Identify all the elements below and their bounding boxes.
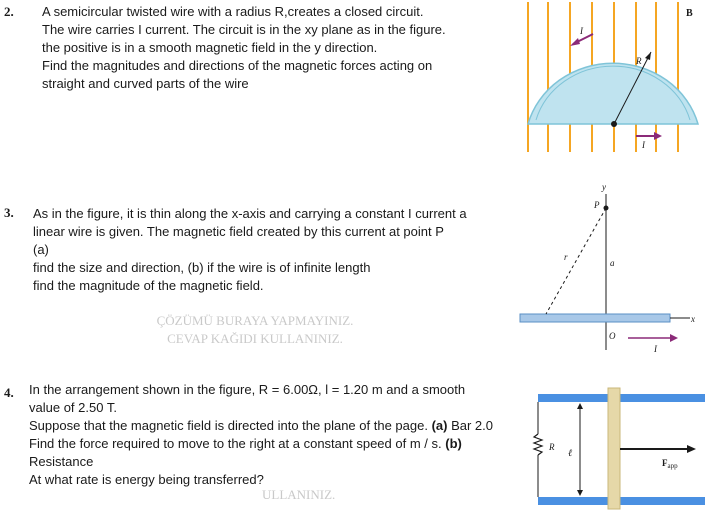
y-label: y — [602, 182, 606, 192]
q4-text-part-1: In the arrangement shown in the figure, R = 6.00Ω, l = 1.20 m and a smooth value of 2.50 T. Suppose that the magnetic field is directed into the plane of the page. — [29, 382, 466, 433]
q4-part-a-marker: (a) — [431, 418, 448, 433]
radius-label: R — [636, 56, 642, 66]
point-p — [604, 206, 609, 211]
question-3-figure — [518, 180, 703, 355]
center-point — [611, 121, 617, 127]
o-label: O — [609, 331, 616, 341]
length-arrow — [577, 403, 583, 496]
watermark — [120, 312, 390, 348]
watermark-line-2: CEVAP KAĞIDI KULLANINIZ. — [167, 331, 343, 346]
x-label: x — [691, 314, 695, 324]
question-2-figure — [518, 2, 703, 152]
question-4-number: 4. — [4, 385, 14, 400]
current-label-bottom: I — [642, 140, 645, 150]
watermark-line-1: ÇÖZÜMÜ BURAYA YAPMAYINIZ. — [156, 313, 354, 328]
a-label: a — [610, 258, 615, 268]
r-label: R — [549, 442, 555, 452]
force-subscript: app — [667, 462, 678, 470]
current-arrow-bottom — [636, 132, 662, 140]
current-label-top: I — [580, 26, 583, 36]
bottom-rail — [538, 497, 705, 505]
q4-text-part-2: Bar 2.0 Find the force required to move to the right at a constant speed of m / s. — [29, 418, 493, 451]
current-arrow — [628, 334, 678, 342]
force-label: $F_{app}$ — [662, 458, 678, 470]
l-label: ℓ — [568, 448, 573, 459]
question-4-text — [29, 381, 499, 489]
r-label: r — [564, 252, 568, 262]
top-rail — [538, 394, 705, 402]
question-3-number: 3. — [4, 205, 14, 220]
sliding-rod — [608, 388, 620, 509]
p-label: P — [594, 200, 600, 210]
question-2-text: A semicircular twisted wire with a radius R,creates a closed circuit. The wire carries I current. The circuit is in the xy plane as in the figure. the positive is in a smooth magnetic field in the y direction. Find the magnitudes and directions of the magnetic forces acting on straight and curved parts of the wire — [42, 4, 446, 91]
question-2-number: 2. — [4, 4, 14, 19]
question-3-text: As in the figure, it is thin along the x-axis and carrying a constant I current a linear wire is given. The magnetic field created by this current at point P (a) find the size and direction, (b) if the wire is of infinite length find the magnitude of the magnetic field. — [33, 206, 467, 293]
q4-part-b-marker: (b) — [445, 436, 462, 451]
watermark-fragment: ULLANINIZ. — [262, 487, 336, 502]
semicircle-wire — [528, 63, 698, 124]
question-4-figure — [530, 386, 707, 511]
force-arrow — [620, 445, 696, 453]
q4-text-part-3: Resistance At what rate is energy being transferred? — [29, 454, 264, 487]
wire-bar — [520, 314, 670, 322]
current-label: I — [654, 344, 657, 354]
field-label: B — [686, 8, 693, 19]
resistor — [534, 434, 542, 455]
r-dashed-line — [546, 208, 606, 314]
